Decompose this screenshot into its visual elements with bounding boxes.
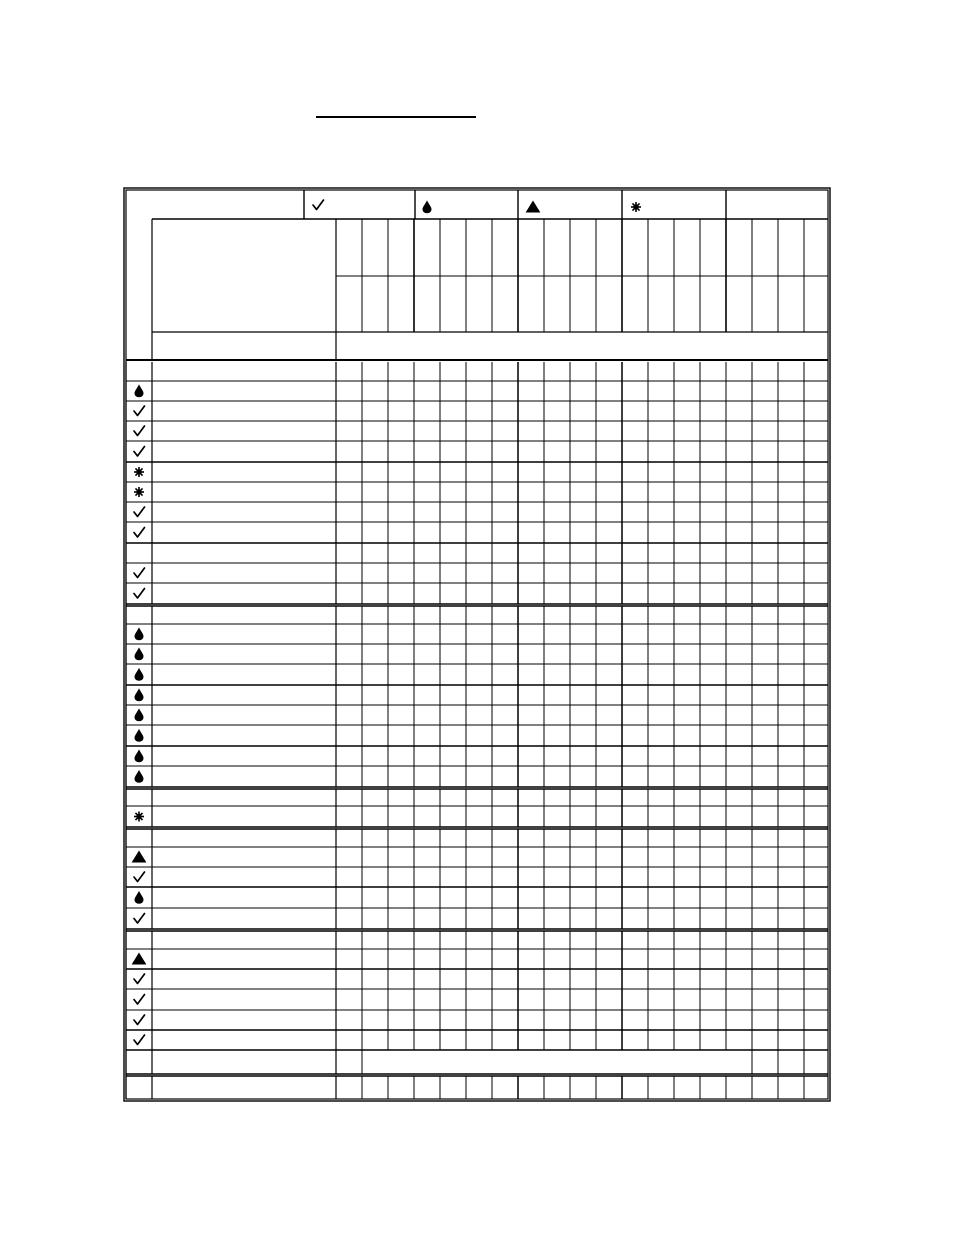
check-icon [134, 974, 145, 984]
check-icon [134, 447, 145, 457]
drop-icon [423, 202, 431, 213]
check-icon [134, 1035, 145, 1045]
check-icon [134, 995, 145, 1005]
drop-icon [135, 649, 143, 660]
check-icon [134, 426, 145, 436]
drop-icon [135, 629, 143, 640]
drop-icon [135, 710, 143, 721]
triangle-icon [133, 852, 146, 863]
drop-icon [135, 690, 143, 701]
drop-icon [135, 730, 143, 741]
check-icon [313, 200, 324, 210]
drop-icon [135, 751, 143, 762]
triangle-icon [133, 954, 146, 965]
check-icon [134, 872, 145, 882]
check-icon [134, 589, 145, 599]
asterisk-icon [134, 487, 144, 497]
asterisk-icon [134, 467, 144, 477]
check-icon [134, 914, 145, 924]
check-icon [134, 568, 145, 578]
drop-icon [135, 669, 143, 680]
asterisk-icon [134, 812, 144, 822]
drop-icon [135, 892, 143, 903]
drop-icon [135, 771, 143, 782]
check-icon [134, 1015, 145, 1025]
triangle-icon [527, 202, 540, 213]
check-icon [134, 406, 145, 416]
asterisk-icon [631, 202, 641, 212]
check-icon [134, 528, 145, 538]
check-icon [134, 507, 145, 517]
drop-icon [135, 386, 143, 397]
